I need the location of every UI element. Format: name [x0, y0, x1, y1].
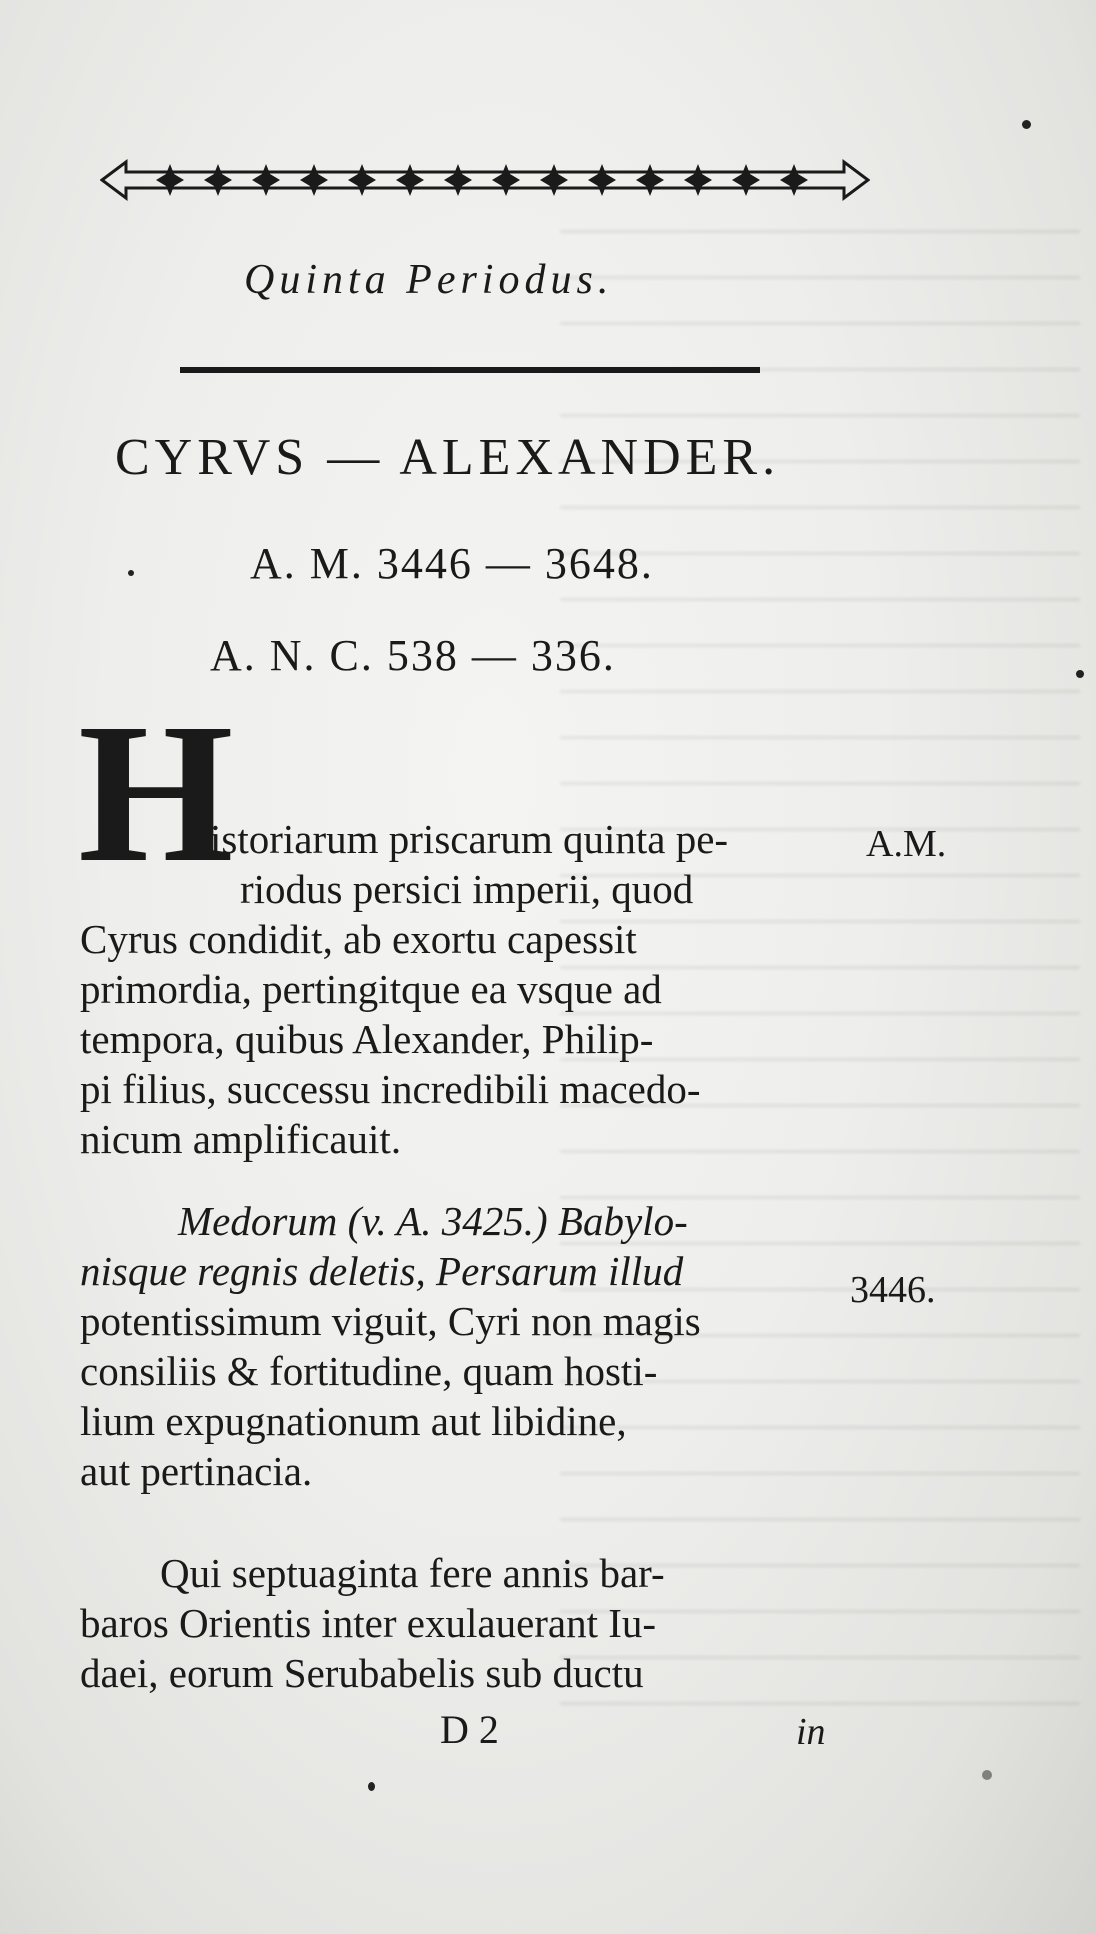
text-line: tempora, quibus Alexander, Philip- [80, 1016, 654, 1062]
text-line: primordia, pertingitque ea vsque ad [80, 966, 662, 1012]
ornament-motif [204, 164, 232, 196]
ornament-motif [732, 164, 760, 196]
text-line: baros Orientis inter exulauerant Iu- [80, 1600, 657, 1646]
ornament-motif [588, 164, 616, 196]
ornament-border [100, 156, 870, 204]
paper-speck [368, 1782, 375, 1791]
catchword: in [796, 1711, 826, 1753]
text-line: istoriarum priscarum quinta pe- [210, 816, 729, 862]
ornament-motif [636, 164, 664, 196]
text-line: riodus persici imperii, quod [240, 866, 694, 912]
signature-mark: D 2 [440, 1707, 499, 1752]
text-line: potentissimum viguit, Cyri non magis [80, 1298, 701, 1344]
section-heading: CYRVS — ALEXANDER. [115, 429, 781, 486]
ornament-motif [444, 164, 472, 196]
text-line: lium expugnationum aut libidine, [80, 1398, 627, 1444]
paper-speck [982, 1770, 992, 1780]
text-line: Cyrus condidit, ab exortu capessit [80, 916, 637, 962]
title-rule [180, 367, 760, 373]
margin-note-year: 3446. [850, 1269, 936, 1311]
ornament-motif [348, 164, 376, 196]
ornament-motif [396, 164, 424, 196]
paper-speck [1022, 120, 1031, 129]
ornament-motif [540, 164, 568, 196]
text-line: consiliis & fortitudine, quam hosti- [80, 1348, 658, 1394]
text-line: Medorum (v. A. 3425.) Babylo- [178, 1198, 688, 1244]
paper-speck [128, 570, 134, 576]
text-line: nicum amplificauit. [80, 1116, 402, 1162]
margin-note-am: A.M. [866, 823, 947, 865]
drop-cap: H [78, 683, 234, 904]
text-line: pi filius, successu incredibili macedo- [80, 1066, 701, 1112]
text-line: Qui septuaginta fere annis bar- [160, 1550, 665, 1596]
ornament-motif [156, 164, 184, 196]
ornament-motif [252, 164, 280, 196]
text-line: nisque regnis deletis, Persarum illud [80, 1248, 684, 1294]
paper-speck [1076, 670, 1084, 678]
period-title: Quinta Periodus. [244, 257, 614, 303]
ornament-motif [492, 164, 520, 196]
ornament-motif [684, 164, 712, 196]
ornament-motif [300, 164, 328, 196]
ornament-motif [780, 164, 808, 196]
date-ante-christum: A. N. C. 538 — 336. [210, 631, 616, 680]
date-anno-mundi: A. M. 3446 — 3648. [250, 539, 654, 588]
text-line: aut pertinacia. [80, 1448, 313, 1494]
text-line: daei, eorum Serubabelis sub ductu [80, 1650, 644, 1696]
